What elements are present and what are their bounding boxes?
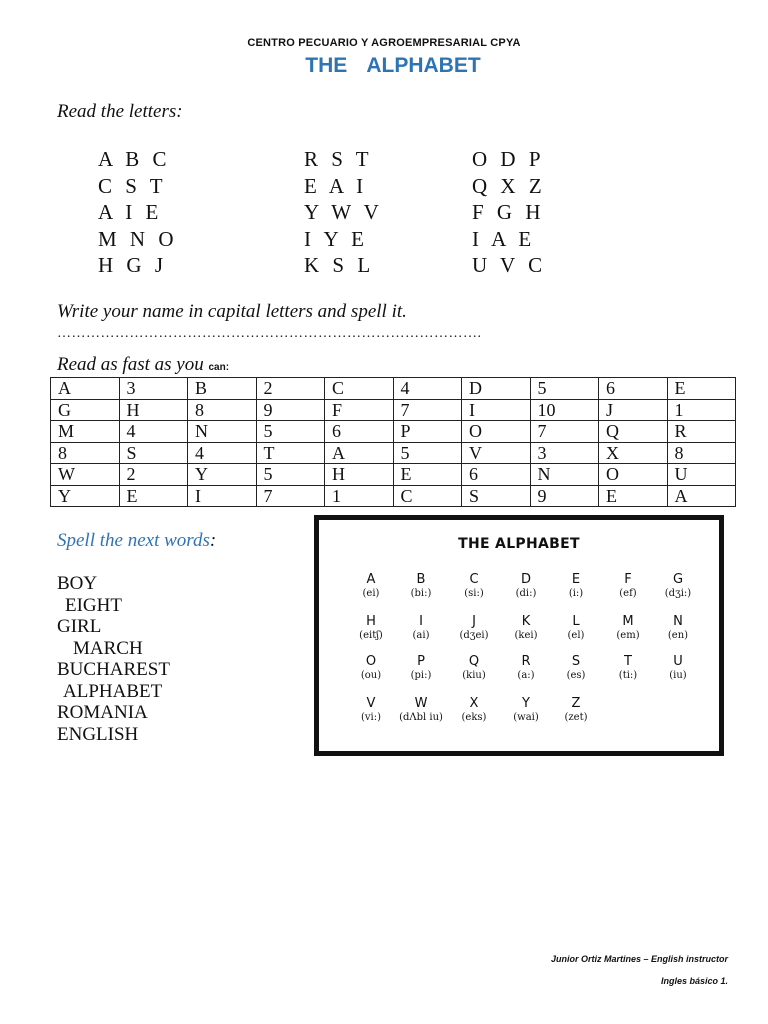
chart-letter: V: [366, 696, 376, 711]
grid-cell: Y: [51, 485, 120, 507]
chart-letter-cell: [393, 696, 449, 724]
grid-cell: E: [393, 464, 462, 486]
chart-letter-cell: [498, 614, 554, 642]
chart-letter-cell: [393, 572, 449, 600]
chart-letter: T: [624, 654, 632, 669]
grid-cell: 1: [325, 485, 394, 507]
page-title: THE ALPHABET: [305, 54, 481, 77]
chart-letter: J: [472, 614, 476, 629]
grid-cell: D: [462, 378, 531, 400]
chart-letter-cell: [343, 572, 399, 600]
letter-line: E A I: [304, 173, 368, 198]
read-letters-heading: Read the letters:: [57, 101, 183, 122]
word-item: ROMANIA: [57, 702, 148, 723]
chart-pronunciation: (eks): [461, 712, 487, 723]
grid-cell: E: [599, 485, 668, 507]
letter-line: O D P: [472, 147, 545, 171]
grid-cell: 2: [119, 464, 188, 486]
chart-letter-cell: [548, 654, 604, 682]
chart-letter: U: [673, 654, 683, 669]
word-item: BOY: [57, 573, 98, 594]
chart-letter: Q: [468, 654, 480, 669]
chart-pronunciation: (bi:): [410, 588, 432, 599]
chart-letter: S: [571, 654, 581, 669]
spell-words-heading: [57, 530, 216, 552]
grid-cell: W: [51, 464, 120, 486]
chart-letter: P: [417, 654, 425, 669]
grid-cell: 6: [462, 464, 531, 486]
chart-pronunciation: (kei): [514, 630, 538, 641]
chart-letter-cell: [650, 654, 706, 682]
letter-line: H G J: [98, 253, 168, 277]
word-item: EIGHT: [65, 594, 122, 616]
chart-pronunciation: (dΛbl iu): [399, 712, 443, 723]
chart-pronunciation: (ai): [412, 630, 430, 641]
grid-cell: 4: [119, 421, 188, 443]
grid-cell: 3: [530, 442, 599, 464]
chart-letter: D: [520, 572, 531, 587]
word-item: ALPHABET: [63, 680, 163, 702]
chart-letter: W: [414, 696, 428, 711]
grid-cell: 10: [530, 399, 599, 421]
word-item: GIRL: [57, 616, 102, 637]
grid-cell: 1: [667, 399, 736, 421]
chart-pronunciation: (kiu): [462, 670, 486, 681]
read-fast-heading-small: can:: [208, 362, 230, 373]
chart-letter-cell: [650, 572, 706, 600]
letter-group-2: [304, 146, 383, 279]
grid-cell: 4: [188, 442, 257, 464]
grid-cell: X: [599, 442, 668, 464]
chart-pronunciation: (el): [567, 630, 585, 641]
footer-course: Ingles básico 1.: [660, 976, 728, 986]
chart-letter: E: [571, 572, 581, 587]
chart-pronunciation: (ou): [360, 670, 382, 681]
chart-pronunciation: (ei): [362, 588, 380, 599]
letter-line: K S L: [304, 253, 375, 277]
letter-number-grid: [50, 377, 736, 507]
chart-letter: H: [366, 614, 376, 629]
chart-letter-cell: [548, 696, 604, 724]
letter-group-3: [472, 146, 546, 279]
chart-letter-cell: [446, 614, 502, 642]
letter-line: F G H: [472, 200, 545, 224]
letter-line: A I E: [98, 200, 163, 224]
chart-letter-cell: [343, 696, 399, 724]
grid-cell: I: [462, 399, 531, 421]
grid-cell: Q: [599, 421, 668, 443]
letter-line: Y W V: [304, 200, 383, 224]
grid-row: [51, 485, 736, 507]
grid-cell: H: [325, 464, 394, 486]
grid-cell: V: [462, 442, 531, 464]
letter-line: I A E: [472, 226, 536, 251]
chart-letter: N: [673, 614, 683, 629]
chart-title: THE ALPHABET: [458, 536, 580, 552]
chart-pronunciation: (iu): [669, 670, 687, 681]
grid-cell: T: [256, 442, 325, 464]
grid-cell: 7: [256, 485, 325, 507]
chart-pronunciation: (pi:): [410, 670, 432, 681]
chart-letter-cell: [498, 696, 554, 724]
chart-pronunciation: (ti:): [618, 670, 638, 681]
letter-line: C S T: [98, 173, 167, 198]
letter-line: Q X Z: [472, 173, 546, 198]
grid-cell: H: [119, 399, 188, 421]
grid-cell: 7: [530, 421, 599, 443]
grid-row: [51, 421, 736, 443]
footer-author: Junior Ortiz Martines – English instructor: [550, 954, 728, 964]
chart-letter: O: [365, 654, 377, 669]
chart-letter: F: [624, 572, 632, 587]
chart-pronunciation: (a:): [517, 670, 535, 681]
grid-cell: U: [667, 464, 736, 486]
word-item: MARCH: [73, 637, 143, 659]
grid-cell: 5: [256, 421, 325, 443]
institution-name: CENTRO PECUARIO Y AGROEMPRESARIAL CPYA: [247, 37, 521, 49]
grid-cell: J: [599, 399, 668, 421]
grid-cell: N: [530, 464, 599, 486]
chart-letter: R: [521, 654, 531, 669]
grid-cell: S: [462, 485, 531, 507]
chart-letter: B: [416, 572, 426, 587]
grid-cell: M: [51, 421, 120, 443]
grid-row: [51, 464, 736, 486]
chart-pronunciation: (si:): [464, 588, 484, 599]
grid-row: [51, 442, 736, 464]
chart-pronunciation: (vi:): [360, 712, 382, 723]
chart-letter: K: [521, 614, 531, 629]
grid-row: [51, 378, 736, 400]
chart-letter: M: [622, 614, 634, 629]
alphabet-pronunciation-chart: [314, 515, 724, 756]
grid-cell: P: [393, 421, 462, 443]
spell-words-heading-colon: :: [209, 530, 217, 551]
letter-group-1: [98, 146, 178, 279]
chart-letter-cell: [600, 614, 656, 642]
chart-letter-cell: [446, 696, 502, 724]
grid-cell: 5: [530, 378, 599, 400]
grid-cell: 9: [530, 485, 599, 507]
grid-cell: Y: [188, 464, 257, 486]
letter-line: I Y E: [304, 226, 368, 251]
chart-pronunciation: (ef): [619, 588, 637, 599]
grid-cell: N: [188, 421, 257, 443]
letter-line: U V C: [472, 253, 547, 277]
chart-letter-cell: [393, 614, 449, 642]
grid-cell: E: [667, 378, 736, 400]
grid-cell: 7: [393, 399, 462, 421]
grid-cell: B: [188, 378, 257, 400]
chart-letter-cell: [343, 654, 399, 682]
word-item: BUCHAREST: [57, 659, 170, 680]
grid-cell: 8: [188, 399, 257, 421]
chart-letter: A: [366, 572, 376, 587]
word-item: ENGLISH: [57, 723, 139, 745]
grid-cell: A: [667, 485, 736, 507]
chart-letter: Y: [522, 696, 530, 711]
grid-cell: A: [51, 378, 120, 400]
read-fast-heading: [57, 354, 229, 376]
name-answer-line: …………………………………………………………………………….: [57, 326, 482, 341]
chart-letter: Z: [571, 696, 581, 711]
grid-cell: A: [325, 442, 394, 464]
grid-cell: E: [119, 485, 188, 507]
chart-pronunciation: (en): [667, 630, 689, 641]
chart-pronunciation: (dʒei): [459, 630, 489, 641]
grid-row: [51, 399, 736, 421]
chart-letter-cell: [446, 654, 502, 682]
chart-letter-cell: [446, 572, 502, 600]
chart-letter: C: [469, 572, 479, 587]
grid-cell: O: [462, 421, 531, 443]
grid-cell: 2: [256, 378, 325, 400]
chart-pronunciation: (zet): [564, 712, 588, 723]
grid-cell: 5: [393, 442, 462, 464]
grid-cell: 5: [256, 464, 325, 486]
chart-pronunciation: (es): [566, 670, 586, 681]
chart-letter-cell: [393, 654, 449, 682]
chart-pronunciation: (i:): [568, 588, 584, 599]
chart-letter-cell: [600, 654, 656, 682]
chart-letter-cell: [498, 654, 554, 682]
grid-cell: F: [325, 399, 394, 421]
chart-pronunciation: (di:): [515, 588, 537, 599]
chart-pronunciation: (em): [616, 630, 640, 641]
chart-letter-cell: [600, 572, 656, 600]
grid-cell: 9: [256, 399, 325, 421]
grid-cell: 8: [667, 442, 736, 464]
chart-letter: G: [672, 572, 684, 587]
grid-cell: 6: [599, 378, 668, 400]
chart-pronunciation: (dʒi:): [664, 588, 692, 599]
grid-cell: R: [667, 421, 736, 443]
letter-line: R S T: [304, 147, 373, 171]
chart-letter-cell: [548, 572, 604, 600]
chart-letter-cell: [548, 614, 604, 642]
grid-cell: C: [325, 378, 394, 400]
grid-cell: S: [119, 442, 188, 464]
grid-cell: I: [188, 485, 257, 507]
grid-cell: G: [51, 399, 120, 421]
spell-word-list: [57, 573, 170, 745]
chart-pronunciation: (wai): [513, 712, 539, 723]
grid-cell: 8: [51, 442, 120, 464]
chart-pronunciation: (eitʃ): [359, 630, 383, 641]
chart-letter-cell: [343, 614, 399, 642]
chart-letter: L: [572, 614, 580, 629]
chart-letter: X: [469, 696, 479, 711]
spell-words-heading-text: Spell the next words: [57, 530, 210, 551]
chart-letter-cell: [498, 572, 554, 600]
chart-letter: I: [419, 614, 423, 629]
read-fast-heading-text: Read as fast as you: [57, 354, 204, 375]
letter-line: M N O: [98, 226, 178, 251]
chart-letter-cell: [650, 614, 706, 642]
grid-cell: 6: [325, 421, 394, 443]
grid-cell: 4: [393, 378, 462, 400]
grid-cell: 3: [119, 378, 188, 400]
grid-cell: O: [599, 464, 668, 486]
grid-cell: C: [393, 485, 462, 507]
write-name-instruction: Write your name in capital letters and spell it.: [57, 301, 407, 322]
letter-line: A B C: [98, 147, 171, 171]
